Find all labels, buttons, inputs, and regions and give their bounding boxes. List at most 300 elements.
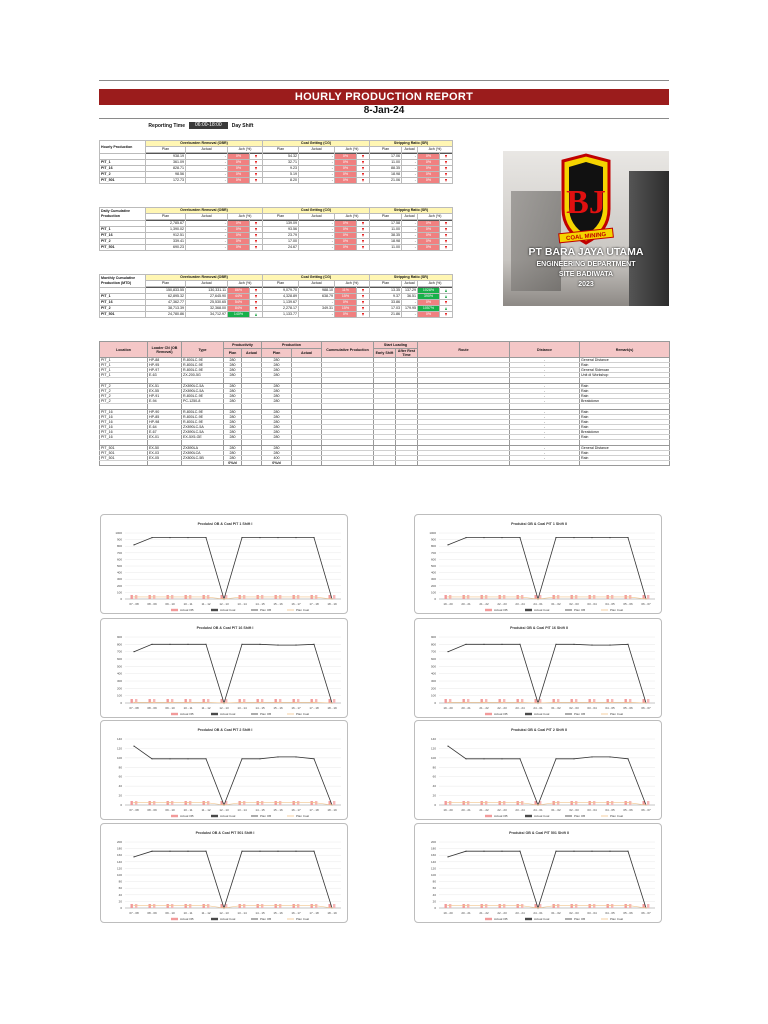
table-cell: Rain (580, 394, 670, 399)
plan-ob-line-point (241, 537, 242, 538)
plan-coal-line-point (205, 905, 206, 906)
x-tick-label: 20 - 21 (461, 706, 471, 710)
report-title: HOURLY PRODUCTION REPORT (99, 89, 669, 105)
table-cell: E-67 (148, 430, 182, 435)
actual-coal-bar (153, 801, 155, 805)
ob-ach: 140% (228, 312, 250, 318)
plan-ob-line-point (313, 644, 314, 645)
x-tick-label: 15 - 16 (273, 602, 283, 606)
x-tick-label: 16 - 17 (291, 808, 301, 812)
sr-plan: 11.00 (370, 245, 402, 251)
ob-actual: 130,331.11 (186, 288, 228, 294)
actual-ob-bar (311, 904, 313, 908)
plan-coal-line-point (151, 596, 152, 597)
actual-ob-bar (131, 699, 133, 703)
legend-swatch (485, 713, 492, 715)
x-tick-label: 13 - 14 (237, 911, 247, 915)
coal-ach: 0% (335, 154, 357, 160)
col-early-shift: Early Shift (374, 349, 396, 358)
coal-ach: 0% (335, 160, 357, 166)
hdr-actual: Actual (186, 281, 228, 287)
total-cell (396, 461, 418, 466)
ob-ach: 0% (228, 172, 250, 178)
arrow-down-icon (255, 295, 257, 298)
table-cell: - (510, 384, 580, 389)
x-tick-label: 01 - 02 (551, 602, 561, 606)
plan-coal-line-point (609, 905, 610, 906)
ob-actual: - (186, 172, 228, 178)
y-tick-label: 0 (120, 803, 122, 807)
plan-ob-line-point (555, 644, 556, 645)
summary-title: Monthly Cumulative Production (MTD) (100, 275, 146, 288)
sr-actual: 137.29 (402, 288, 418, 294)
sr-plan: 18.98 (370, 172, 402, 178)
table-cell: 280 (262, 446, 292, 451)
chart-title: Produksi OB & Coal PIT 16 Shift I (196, 626, 254, 630)
plan-coal-line-point (241, 802, 242, 803)
table-cell: PIT_1 (100, 363, 148, 368)
arrow-down-icon (255, 161, 257, 164)
ob-plan: 172.73 (146, 178, 186, 184)
actual-ob-bar (167, 801, 169, 805)
plan-coal-line-point (627, 802, 628, 803)
arrow-down-icon (445, 313, 447, 316)
plan-coal-line-point (277, 802, 278, 803)
row-label: PIT_16 (100, 233, 146, 239)
y-tick-label: 80 (432, 879, 436, 884)
coal-actual: - (299, 172, 335, 178)
reporting-time-value: 06:00-18:00 (189, 122, 228, 129)
plan-coal-line-point (645, 804, 646, 805)
table-cell: - (510, 425, 580, 430)
actual-ob-bar (589, 801, 591, 805)
ob-plan: 339.41 (146, 239, 186, 245)
col-location: Location (100, 342, 148, 358)
arrow-down-icon (445, 161, 447, 164)
total-row (100, 461, 670, 466)
arrow-down-icon (255, 289, 257, 292)
plan-coal-line-point (519, 802, 520, 803)
actual-coal-bar (611, 904, 613, 908)
plan-ob-line-point (169, 851, 170, 852)
x-tick-label: 05 - 06 (623, 808, 633, 812)
y-tick-label: 800 (430, 544, 436, 549)
plan-ob-line-point (205, 537, 206, 538)
table-cell: HP-90 (148, 410, 182, 415)
actual-ob-bar (131, 801, 133, 805)
table-cell: EX-01 (148, 435, 182, 440)
ob-actual: 27,645.90 (186, 294, 228, 300)
actual-ob-bar (185, 801, 187, 805)
report-date: 8-Jan-24 (363, 105, 405, 116)
x-tick-label: 23 - 24 (515, 706, 525, 710)
x-tick-label: 09 - 10 (165, 911, 175, 915)
x-tick-label: 18 - 19 (327, 808, 337, 812)
arrow-down-icon (362, 246, 364, 249)
arrow-down-icon (362, 313, 364, 316)
plan-ob-line-point (609, 537, 610, 538)
ob-ach: 86% (228, 288, 250, 294)
plan-coal-line-point (555, 802, 556, 803)
legend-label: Actual Coal (220, 712, 236, 716)
plan-ob-line-point (501, 537, 502, 538)
y-tick-label: 800 (116, 544, 122, 549)
table-cell: 280 (262, 435, 292, 440)
ob-actual: - (186, 221, 228, 227)
plan-coal-line-point (627, 905, 628, 906)
x-tick-label: 16 - 17 (291, 602, 301, 606)
total-cell (242, 461, 262, 466)
plan-coal-line-point (627, 596, 628, 597)
plan-ob-line-point (187, 851, 188, 852)
sr-actual: 36.51 (402, 294, 418, 300)
plan-ob-line-point (277, 851, 278, 852)
plan-coal-line-point (555, 702, 556, 703)
y-tick-label: 80 (118, 765, 122, 770)
actual-ob-bar (311, 801, 313, 805)
emblem-letters: BJ (566, 184, 606, 221)
legend-label: Actual OB (180, 814, 194, 818)
actual-ob-bar (445, 699, 447, 703)
legend-label: Actual Coal (534, 608, 550, 612)
hdr-actual: Actual (186, 147, 228, 153)
plan-ob-line-point (187, 537, 188, 538)
sr-plan: 17.06 (370, 154, 402, 160)
plan-coal-line-point (151, 905, 152, 906)
y-tick-label: 300 (430, 577, 436, 582)
ob-plan: 938.19 (146, 154, 186, 160)
x-tick-label: 13 - 14 (237, 706, 247, 710)
y-tick-label: 0 (434, 597, 436, 601)
plan-ob-line-point (133, 651, 134, 652)
legend-label: Actual Coal (220, 917, 236, 921)
plan-ob-line-point (555, 758, 556, 759)
table-cell: EX-51 (148, 384, 182, 389)
total-cell (580, 461, 670, 466)
plan-ob-line-point (151, 644, 152, 645)
actual-coal-bar (593, 904, 595, 908)
coal-plan: 2,278.17 (263, 306, 299, 312)
plan-ob-line-point (627, 851, 628, 852)
x-tick-label: 03 - 04 (587, 602, 597, 606)
table-cell: - (510, 358, 580, 363)
arrow-down-icon (362, 301, 364, 304)
arrow-down-icon (255, 246, 257, 249)
legend-swatch (211, 918, 218, 920)
plan-coal-line-point (555, 596, 556, 597)
plan-coal-line-point (609, 702, 610, 703)
legend-swatch (485, 918, 492, 920)
company-emblem (503, 151, 669, 251)
actual-coal-bar (153, 904, 155, 908)
hdr-ach: Ach (%) (418, 281, 453, 287)
legend-swatch (171, 815, 178, 817)
chart-title: Produksi OB & Coal PIT 2 Shift II (511, 728, 567, 732)
col-prod-plan: Plan (262, 349, 292, 358)
legend-label: Actual Coal (220, 608, 236, 612)
table-cell: PIT_16 (100, 435, 148, 440)
arrow-down-icon (362, 179, 364, 182)
legend-label: Plan OB (574, 917, 586, 921)
ob-ach: 0% (228, 221, 250, 227)
col-route: Route (418, 342, 510, 358)
row-label: PIT_16 (100, 300, 146, 306)
table-cell: Rain (580, 384, 670, 389)
x-tick-label: 16 - 17 (291, 706, 301, 710)
arrow-down-icon (255, 307, 257, 310)
plan-ob-line-point (169, 644, 170, 645)
plan-coal-line-point (277, 596, 278, 597)
plan-ob-line-point (241, 851, 242, 852)
y-tick-label: 700 (116, 550, 122, 555)
coal-actual: - (299, 221, 335, 227)
x-tick-label: 24 - 01 (533, 911, 543, 915)
table-cell: 400 (262, 456, 292, 461)
y-tick-label: 100 (116, 693, 122, 698)
sr-plan: 17.03 (370, 306, 402, 312)
plan-coal-line-point (331, 907, 332, 908)
x-tick-label: 20 - 21 (461, 602, 471, 606)
table-cell: Rain (580, 435, 670, 440)
y-tick-label: 100 (116, 873, 122, 877)
plan-ob-line-point (187, 758, 188, 759)
plan-coal-line-point (465, 802, 466, 803)
actual-coal-bar (297, 801, 299, 805)
table-cell: 280 (262, 425, 292, 430)
plan-coal-line-point (223, 907, 224, 908)
table-cell: Rain (580, 425, 670, 430)
plan-ob-line-point (519, 537, 520, 538)
x-tick-label: 10 - 11 (183, 808, 193, 812)
top-rule (99, 80, 669, 81)
plan-coal-line (448, 597, 646, 599)
table-cell: HP-85 (148, 415, 182, 420)
x-tick-label: 22 - 23 (497, 706, 507, 710)
table-cell: 280 (224, 430, 242, 435)
sr-ach: 1057% (418, 306, 440, 312)
x-tick-label: 06 - 07 (641, 706, 651, 710)
plan-coal-line-point (591, 596, 592, 597)
company-name: PT BARA JAYA UTAMA (528, 246, 644, 258)
ob-actual: 34,712.97 (186, 312, 228, 318)
plan-coal-line-point (573, 702, 574, 703)
y-tick-label: 160 (116, 853, 122, 858)
y-tick-label: 40 (432, 892, 436, 897)
ob-ach: 0% (228, 178, 250, 184)
arrow-down-icon (357, 178, 370, 184)
table-cell: 280 (262, 389, 292, 394)
actual-ob-bar (589, 904, 591, 908)
coal-ach: 0% (335, 178, 357, 184)
actual-ob-bar (607, 801, 609, 805)
coal-plan: 93.56 (263, 227, 299, 233)
table-cell: - (510, 415, 580, 420)
group-ob: Overburden Removal (OBR) (146, 208, 263, 214)
table-cell: R-800LC-9E (182, 363, 224, 368)
plan-coal-line-point (537, 907, 538, 908)
sr-plan: 11.00 (370, 160, 402, 166)
sr-ach: 0% (418, 312, 440, 318)
actual-ob-bar (481, 904, 483, 908)
coal-actual: 638.79 (299, 294, 335, 300)
plan-ob-line-point (465, 851, 466, 852)
plan-coal-line-point (277, 702, 278, 703)
plan-coal-line-point (223, 598, 224, 599)
table-cell: EX-55 (148, 389, 182, 394)
table-cell: R-800LC-9E (182, 368, 224, 373)
x-tick-label: 01 - 02 (551, 911, 561, 915)
table-cell: Rain (580, 410, 670, 415)
ob-ach: 44% (228, 294, 250, 300)
plan-ob-line-point (277, 756, 278, 757)
plan-ob-line-point (573, 851, 574, 852)
table-cell: - (510, 399, 580, 404)
col-start-loading: Start Loading (374, 342, 418, 349)
table-cell: 280 (224, 373, 242, 378)
y-tick-label: 100 (116, 755, 122, 760)
actual-ob-bar (293, 904, 295, 908)
arrow-down-icon (362, 240, 364, 243)
ob-actual: - (186, 227, 228, 233)
actual-ob-bar (275, 801, 277, 805)
coal-plan: 4,328.89 (263, 294, 299, 300)
plan-ob-line-point (591, 851, 592, 852)
hdr-plan: Plan (263, 147, 299, 153)
plan-coal-line-point (501, 802, 502, 803)
plan-ob-line-point (259, 644, 260, 645)
y-tick-label: 700 (116, 649, 122, 654)
hdr-actual: Actual (402, 214, 418, 220)
hdr-ach: Ach (%) (418, 214, 453, 220)
table-cell: ZX890LA (182, 446, 224, 451)
plan-ob-line (448, 538, 646, 599)
ob-ach: 0% (228, 160, 250, 166)
plan-ob-line-point (277, 537, 278, 538)
plan-coal-line (134, 597, 332, 599)
y-tick-label: 400 (116, 671, 122, 676)
table-cell: ZX890LC-5A (182, 430, 224, 435)
x-tick-label: 07 - 08 (129, 706, 139, 710)
chart-title: Produksi OB & Coal PIT 501 Shift I (195, 831, 255, 835)
y-tick-label: 60 (118, 886, 122, 891)
arrow-down-icon (362, 155, 364, 158)
plan-ob-line-point (133, 745, 134, 746)
coal-plan: 1,139.67 (263, 300, 299, 306)
x-tick-label: 10 - 11 (183, 706, 193, 710)
legend-swatch (171, 713, 178, 715)
actual-ob-bar (167, 904, 169, 908)
x-tick-label: 02 - 03 (569, 706, 579, 710)
plan-coal-line (448, 803, 646, 805)
actual-coal-bar (243, 801, 245, 805)
coal-actual: - (299, 239, 335, 245)
actual-ob-bar (499, 904, 501, 908)
table-cell: PIT_2 (100, 399, 148, 404)
coal-ach: 11% (335, 288, 357, 294)
actual-ob-bar (625, 801, 627, 805)
x-tick-label: 17 - 18 (309, 808, 319, 812)
legend-swatch (485, 815, 492, 817)
plan-coal-line-point (259, 802, 260, 803)
actual-ob-bar (625, 904, 627, 908)
table-cell: - (510, 368, 580, 373)
ob-plan: 38,713.39 (146, 306, 186, 312)
table-cell: 280 (224, 363, 242, 368)
plan-coal-line-point (241, 596, 242, 597)
plan-ob-line-point (313, 537, 314, 538)
plan-ob-line (448, 851, 646, 908)
hdr-plan: Plan (146, 214, 186, 220)
table-cell: ZX-200-5G (182, 373, 224, 378)
coal-actual: 349.31 (299, 306, 335, 312)
table-cell: General Distance (580, 446, 670, 451)
ob-plan: 47,362.77 (146, 300, 186, 306)
coal-ach: 0% (335, 245, 357, 251)
legend-label: Plan OB (260, 712, 272, 716)
plan-ob-line-point (519, 758, 520, 759)
plan-coal-line (134, 803, 332, 805)
x-tick-label: 10 - 11 (183, 602, 193, 606)
coal-actual: - (299, 245, 335, 251)
plan-ob-line-point (501, 758, 502, 759)
table-cell: ZX800LC-5B (182, 456, 224, 461)
coal-actual: - (299, 312, 335, 318)
coal-plan: 9.23 (263, 166, 299, 172)
total-cell: 0%/d (262, 461, 292, 466)
y-tick-label: 120 (116, 746, 122, 751)
plan-coal-line-point (591, 905, 592, 906)
table-cell: Breakdown (580, 430, 670, 435)
actual-ob-bar (149, 904, 151, 908)
hdr-ach: Ach (%) (228, 281, 263, 287)
x-tick-label: 23 - 24 (515, 808, 525, 812)
actual-ob-bar (149, 801, 151, 805)
plan-ob-line-point (483, 758, 484, 759)
actual-coal-bar (575, 904, 577, 908)
y-tick-label: 80 (432, 765, 436, 770)
legend-label: Actual Coal (534, 814, 550, 818)
table-cell: 280 (224, 399, 242, 404)
legend-label: Plan Coal (296, 712, 310, 716)
plan-ob-line-point (501, 851, 502, 852)
plan-coal-line-point (133, 905, 134, 906)
y-tick-label: 300 (430, 679, 436, 683)
sr-actual: - (402, 312, 418, 318)
chart-panel (100, 823, 348, 923)
x-tick-label: 11 - 12 (201, 602, 211, 606)
ob-ach: 0% (228, 245, 250, 251)
legend-label: Plan Coal (610, 608, 624, 612)
x-tick-label: 03 - 04 (587, 706, 597, 710)
ob-plan: 912.51 (146, 233, 186, 239)
summary-title: Hourly Production (100, 141, 146, 154)
plan-ob-line-point (609, 756, 610, 757)
sr-ach: 0% (418, 221, 440, 227)
y-tick-label: 600 (430, 557, 436, 562)
plan-coal-line-point (313, 905, 314, 906)
x-tick-label: 24 - 01 (533, 706, 543, 710)
table-cell: E-94 (148, 399, 182, 404)
plan-coal-line-point (187, 905, 188, 906)
chart-svg (415, 721, 663, 821)
actual-coal-bar (189, 904, 191, 908)
arrow-down-icon (362, 161, 364, 164)
actual-coal-bar (449, 904, 451, 908)
plan-coal-line-point (537, 598, 538, 599)
sr-ach: 0% (418, 245, 440, 251)
hdr-actual: Actual (402, 281, 418, 287)
arrow-down-icon (445, 228, 447, 231)
